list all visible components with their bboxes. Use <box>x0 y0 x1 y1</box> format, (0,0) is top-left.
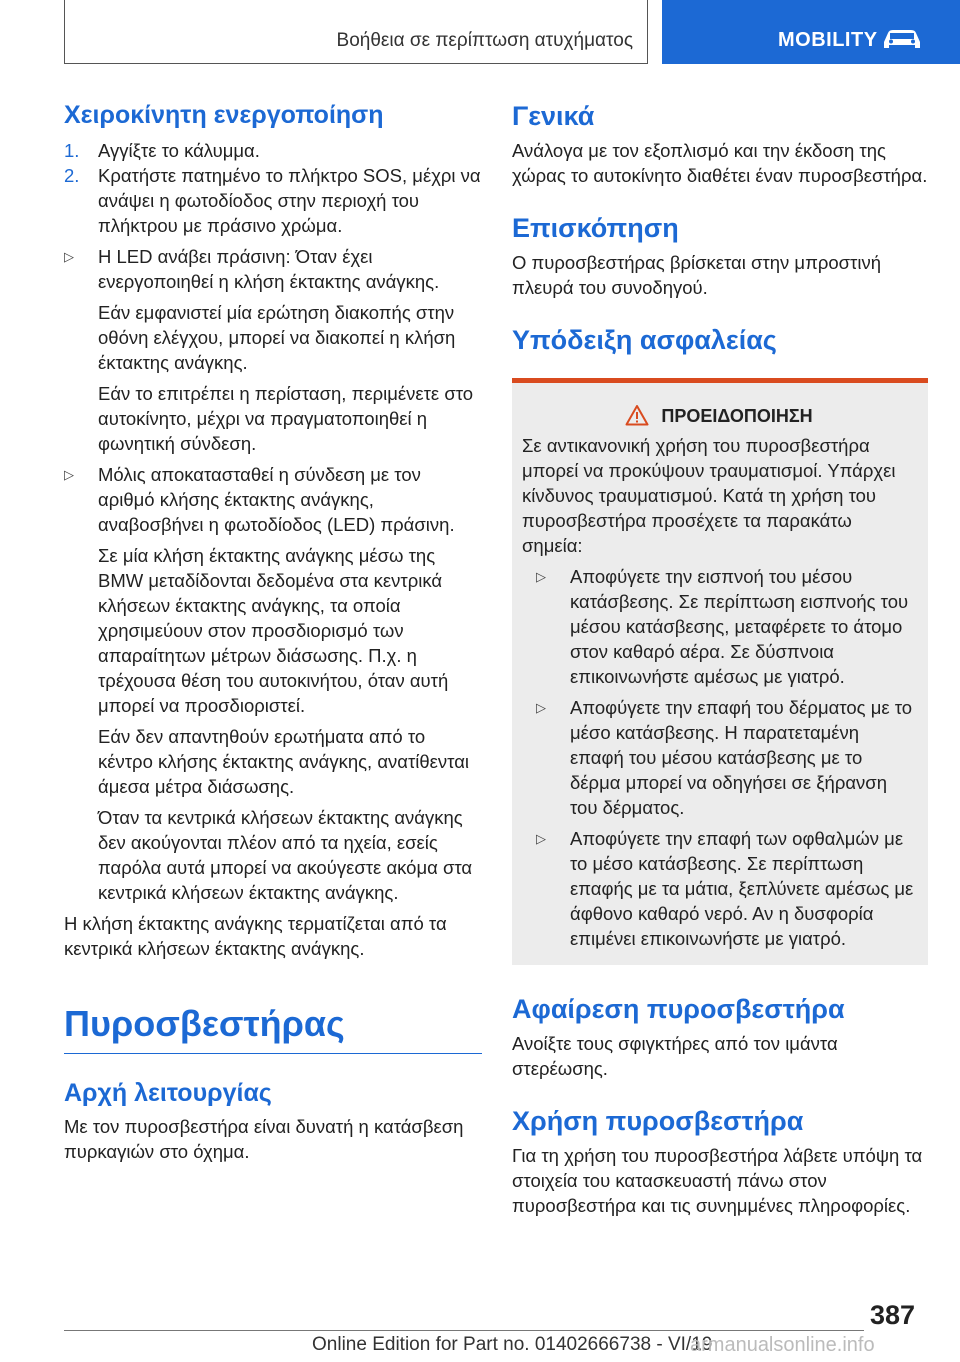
warning-item-text: Αποφύγετε την επαφή των οφθαλμών με το μέσο κατάσβεσης. Σε περίπτωση επαφής με τα μάτια, ξεπλύνετε αμέσως με άφθονο καθαρό νερό. Αν η δυσφορία επιμένει επικοινωνήστε με γιατρό. <box>570 828 914 949</box>
step-item <box>64 138 482 163</box>
warning-item-text: Αποφύγετε την επαφή του δέρματος με το μέσο κατάσβεσης. Η παρατεταμένη επαφή του μέσου κατάσβεσης με το δέρμα μπορεί να οδηγήσει σε ξήρανση του δέρματος. <box>570 697 913 818</box>
warning-title: ΠΡΟΕΙΔΟΠΟΙΗΣΗ <box>661 406 813 426</box>
remove-heading: Αφαίρεση πυροσβεστήρα <box>512 994 845 1024</box>
end-call-text: Η κλήση έκτακτης ανάγκης τερματίζεται από τα κεντρικά κλήσεων έκτακτης ανάγκης. <box>64 913 447 959</box>
warning-header <box>522 403 916 429</box>
triangle-bullet-icon: ▷ <box>536 700 546 715</box>
bullet-note: Όταν τα κεντρικά κλήσεων έκτακτης ανάγκης δεν ακούγονται πλέον από τα ηχεία, εσείς παρόλα αυτά μπορεί να ακούγεστε ακόμα στα κεντρικά κλήσεων έκτακτης ανάγκης. <box>98 807 473 903</box>
header-title: Βοήθεια σε περίπτωση ατυχήματος <box>336 30 633 51</box>
footer-rule <box>64 1330 864 1331</box>
principle-heading: Αρχή λειτουργίας <box>64 1079 272 1107</box>
warning-item <box>536 564 916 689</box>
triangle-bullet-icon: ▷ <box>64 467 74 482</box>
bullet-note: Εάν εμφανιστεί μία ερώτηση διακοπής στην οθόνη ελέγχου, μπορεί να διακοπεί η κλήση έκτακτης ανάγκης. <box>98 302 456 373</box>
mobility-badge <box>662 0 960 64</box>
manual-activation-heading: Χειροκίνητη ενεργοποίηση <box>64 101 384 129</box>
page-number: 387 <box>870 1300 916 1330</box>
edition-text: Online Edition for Part no. 01402666738 - VI/19 <box>312 1334 713 1355</box>
triangle-bullet-icon: ▷ <box>64 249 74 264</box>
car-icon <box>880 26 924 52</box>
step-item <box>64 163 482 238</box>
warning-box <box>512 378 928 965</box>
principle-text: Με τον πυροσβεστήρα είναι δυνατή η κατάσβεση πυρκαγιών στο όχημα. <box>64 1116 464 1162</box>
result-bullet <box>64 244 482 456</box>
section-title-block <box>64 1001 482 1054</box>
safety-heading: Υπόδειξη ασφαλείας <box>512 325 777 355</box>
result-bullet <box>64 462 482 905</box>
bullet-text: Μόλις αποκατασταθεί η σύνδεση με τον αριθμό κλήσης έκτακτης ανάγκης, αναβοσβήνει η φωτοδίοδος (LED) πράσινη. <box>98 464 455 535</box>
left-column <box>64 98 482 1164</box>
use-text: Για τη χρήση του πυροσβεστήρα λάβετε υπόψη τα στοιχεία του κατασκευαστή πάνω στον πυροσβεστήρα και τις συνημμένες πληροφορίες. <box>512 1145 923 1216</box>
warning-triangle-icon <box>625 404 649 426</box>
bullet-note: Εάν το επιτρέπει η περίσταση, περιμένετε στο αυτοκίνητο, μέχρι να πραγματοποιηθεί η φωνητική σύνδεση. <box>98 383 474 454</box>
step-number: 2. <box>64 165 80 186</box>
use-heading: Χρήση πυροσβεστήρα <box>512 1106 804 1136</box>
warning-item <box>536 695 916 820</box>
bullet-note: Εάν δεν απαντηθούν ερωτήματα από το κέντρο κλήσης έκτακτης ανάγκης, ανατίθενται άμεσα μέτρα διάσωσης. <box>98 726 470 797</box>
header-title-box <box>64 0 648 64</box>
step-text: Αγγίξτε το κάλυμμα. <box>98 140 260 161</box>
watermark-logo: armanualsonline.info <box>690 1334 875 1356</box>
general-heading: Γενικά <box>512 101 595 131</box>
warning-list <box>522 564 916 951</box>
bullet-text: Η LED ανάβει πράσινη: Όταν έχει ενεργοποιηθεί η κλήση έκτακτης ανάγκης. <box>98 246 440 292</box>
triangle-bullet-icon: ▷ <box>536 831 546 846</box>
overview-heading: Επισκόπηση <box>512 213 679 243</box>
warning-item-text: Αποφύγετε την εισπνοή του μέσου κατάσβεσης. Σε περίπτωση εισπνοής του μέσου κατάσβεσης, μεταφέρετε το άτομο στον καθαρό αέρα. Σε δύσπνοια επικοινωνήστε αμέσως με γιατρό. <box>570 566 909 687</box>
overview-text: Ο πυροσβεστήρας βρίσκεται στην μπροστινή πλευρά του συνοδηγού. <box>512 252 882 298</box>
mobility-label: MOBILITY <box>778 29 878 51</box>
triangle-bullet-icon: ▷ <box>536 569 546 584</box>
remove-text: Ανοίξτε τους σφιγκτήρες από τον ιμάντα στερέωσης. <box>512 1033 838 1079</box>
warning-text: Σε αντικανονική χρήση του πυροσβεστήρα μπορεί να προκύψουν τραυματισμοί. Υπάρχει κίνδυνος τραυματισμού. Κατά τη χρήση του πυροσβεστήρα προσέχετε τα παρακάτω σημεία: <box>522 435 896 556</box>
bullet-note: Σε μία κλήση έκτακτης ανάγκης μέσω της BMW μεταδίδονται δεδομένα στα κεντρικά κλήσεων έκτακτης ανάγκης, τα οποία χρησιμεύουν στον προσδιορισμό των απαραίτητων μέτρων διάσωσης. Π.χ. η τρέχουσα θέση του αυτοκινήτου, όταν αυτή μπορεί να προσδιοριστεί. <box>98 545 449 716</box>
warning-item <box>536 826 916 951</box>
step-text: Κρατήστε πατημένο το πλήκτρο SOS, μέχρι να ανάψει η φωτοδίοδος στην περιοχή του πλήκτρου με πράσινο χρώμα. <box>98 165 481 236</box>
step-number: 1. <box>64 140 80 161</box>
general-text: Ανάλογα με τον εξοπλισμό και την έκδοση της χώρας το αυτοκίνητο διαθέτει έναν πυροσβεστήρα. <box>512 140 928 186</box>
right-column <box>512 98 928 1218</box>
section-title: Πυροσβεστήρας <box>64 1003 345 1044</box>
